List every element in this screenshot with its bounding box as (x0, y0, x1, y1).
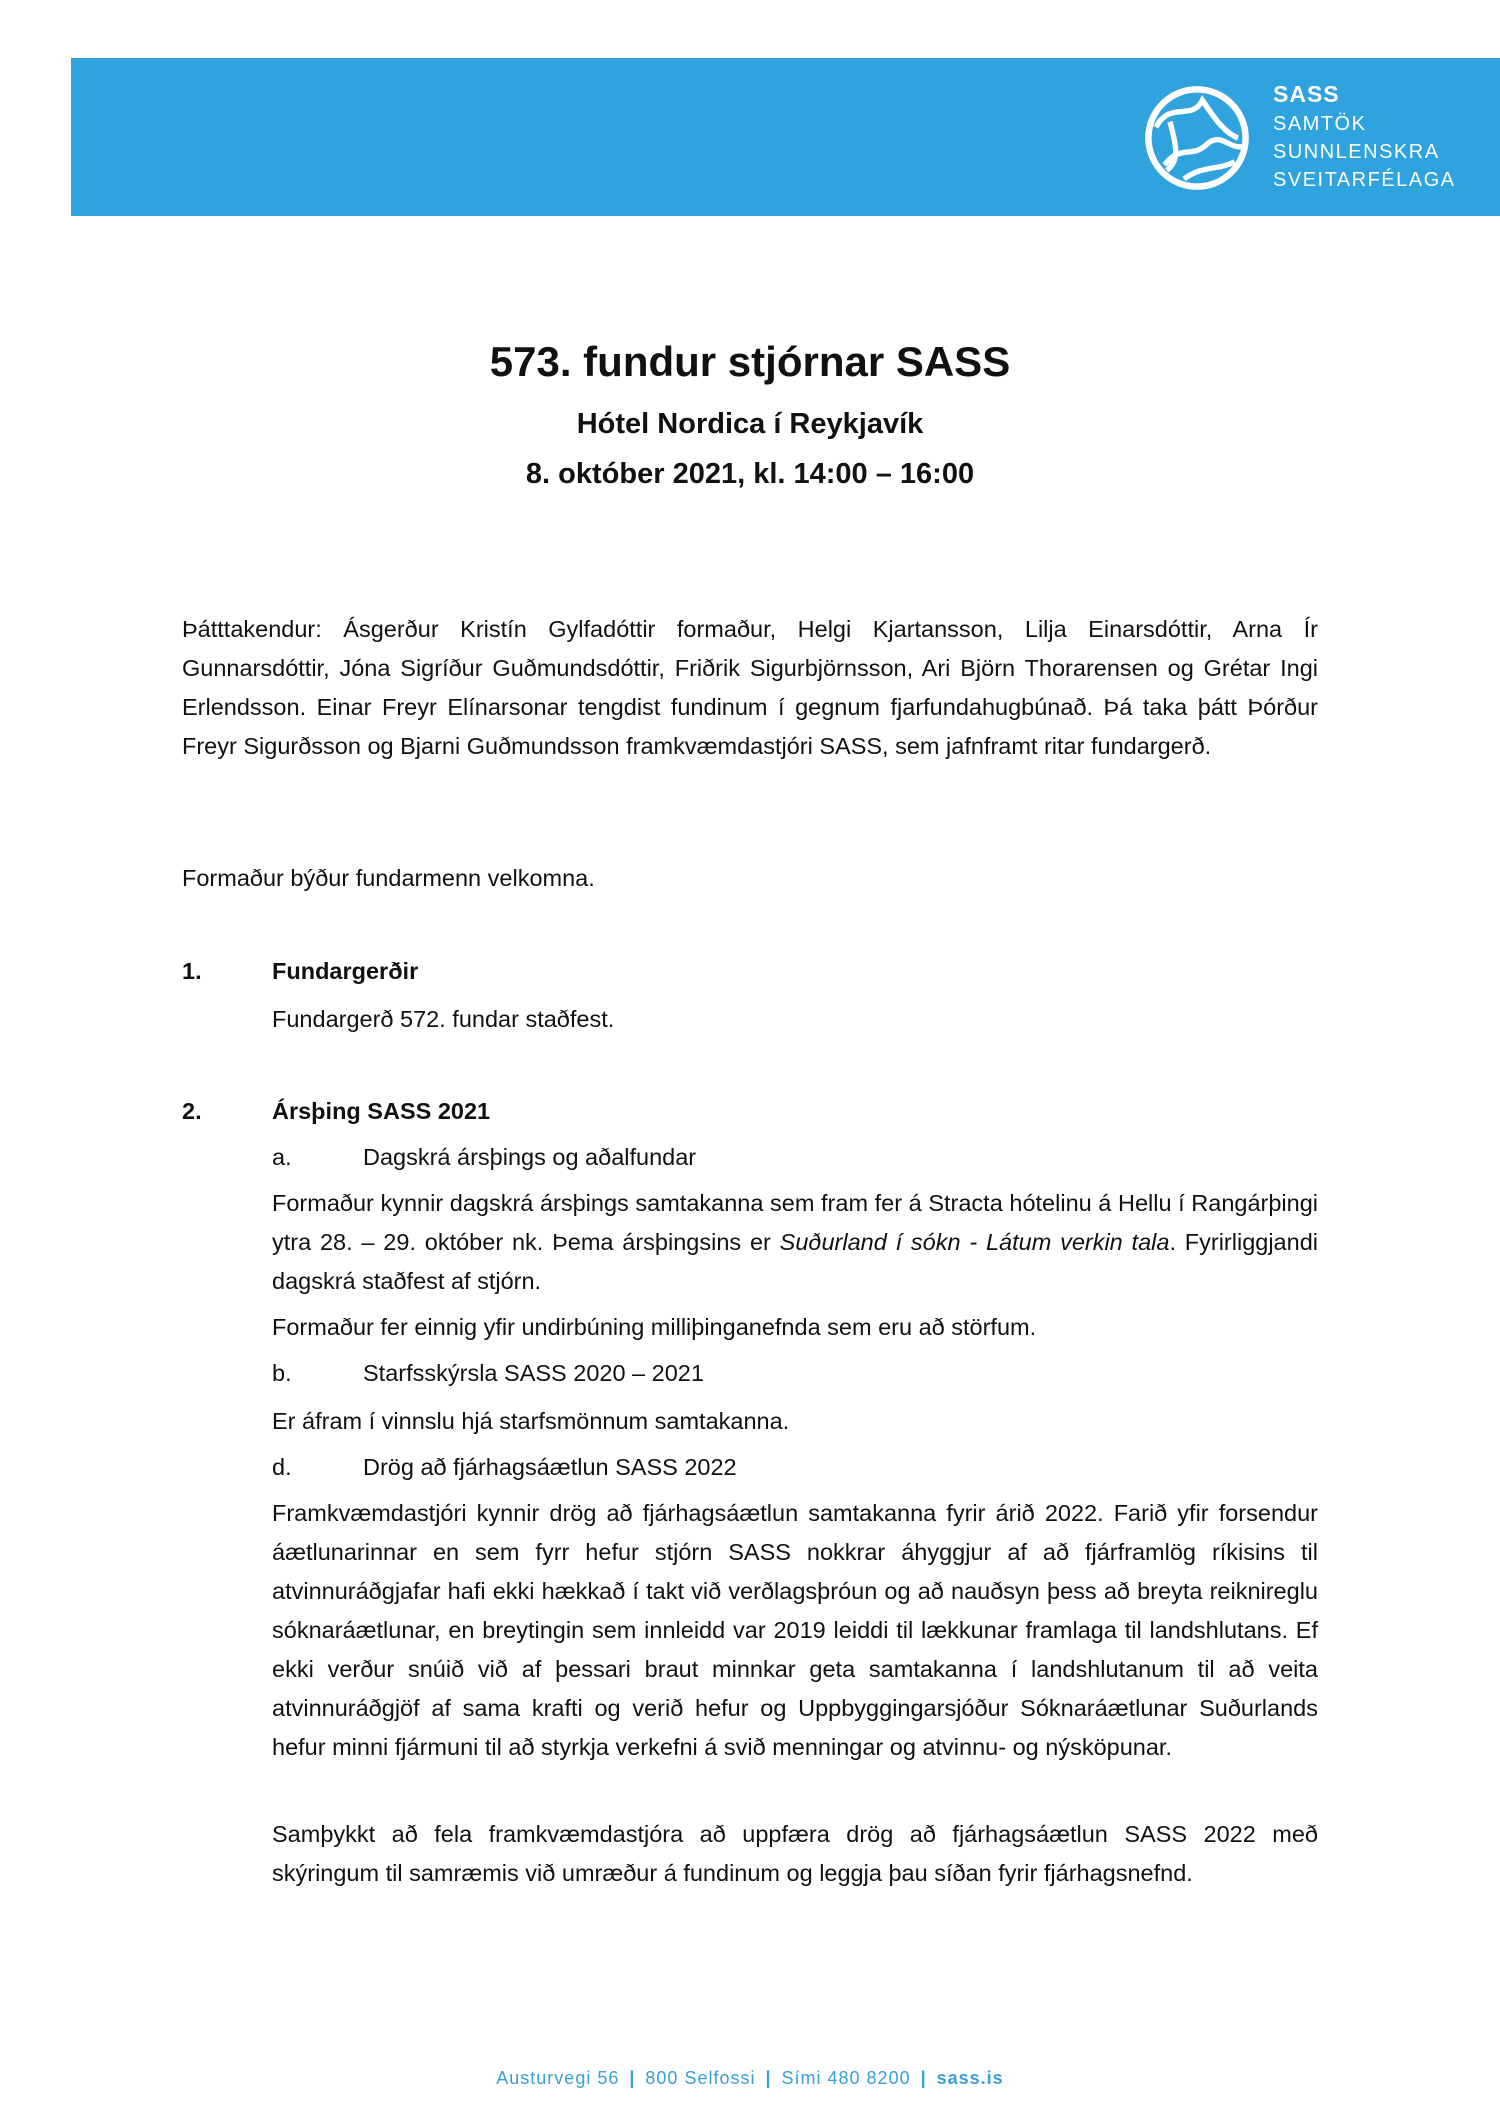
footer-city: 800 Selfossi (645, 2068, 756, 2088)
brand-text (1273, 80, 1456, 194)
text: . Fyrirliggjandi dagskrá staðfest af stjórn. (272, 1229, 1318, 1294)
sub-letter: b. (272, 1360, 292, 1386)
sub-letter: d. (272, 1454, 292, 1480)
item-text: Fundargerð 572. fundar staðfest. (272, 1006, 615, 1032)
page-title: 573. fundur stjórnar SASS (489, 338, 1011, 385)
sub-title: Drög að fjárhagsáætlun SASS 2022 (363, 1454, 737, 1480)
sub-title: Dagskrá ársþings og aðalfundar (363, 1144, 697, 1170)
brand-line: SUNNLENSKRA (1273, 141, 1440, 163)
sass-logo-icon (1143, 84, 1251, 192)
theme-text: Suðurland í sókn - Látum verkin tala (779, 1229, 1170, 1255)
footer-address: Austurvegi 56 (496, 2068, 620, 2088)
text: Formaður kynnir dagskrá ársþings samtakanna sem fram fer á Stracta hótelinu á Hellu í Rangárþingi ytra 28. – 29. október nk. Þema ársþingsins er (272, 1190, 1318, 1255)
sub-paragraph (272, 1184, 1318, 1301)
sub-paragraph: Framkvæmdastjóri kynnir drög að fjárhagsáætlun samtakanna fyrir árið 2022. Farið yfir forsendur áætlunarinnar en sem fyrr hefur stjórn SASS nokkrar áhyggjur af að fjárframlög ríkisins til atvinnuráðgjafar hafi ekki hækkað í takt við verðlagsþróun og að nauðsyn þess að breyta reiknireglu sóknaráætlunar, en breytingin sem innleidd var 2019 leiddi til lækkunar framlaga til landshlutans. Ef ekki verður snúið við af þessari braut minnkar geta samtakanna í landshlutanum til að veita atvinnuráðgjöf af sama krafti og verið hefur og Uppbyggingarsjóður Sóknaráætlunar Suðurlands hefur minni fjármuni til að styrkja verkefni á svið menningar og atvinnu- og nýsköpunar. (272, 1500, 1318, 1760)
footer: Austurvegi 56 | 800 Selfossi | Sími 480 8200 | sass.is (496, 2068, 1004, 2088)
item-title: Fundargerðir (272, 958, 419, 984)
brand-line: SVEITARFÉLAGA (1273, 169, 1456, 191)
brand-line: SAMTÖK (1273, 113, 1367, 135)
footer-website-link[interactable]: sass.is (936, 2068, 1004, 2088)
attendees-paragraph: Þátttakendur: Ásgerður Kristín Gylfadóttir formaður, Helgi Kjartansson, Lilja Einarsdóttir, Arna Ír Gunnarsdóttir, Jóna Sigríður Guðmundsdóttir, Friðrik Sigurbjörnsson, Ari Björn Thorarensen og Grétar Ingi Erlendsson. Einar Freyr Elínarsonar tengdist fundinum í gegnum fjarfundahugbúnað. Þá taka þátt Þórður Freyr Sigurðsson og Bjarni Guðmundsson framkvæmdastjóri SASS, sem jafnframt ritar fundargerð. (182, 616, 1318, 759)
sub-paragraph: Formaður fer einnig yfir undirbúning milliþinganefnda sem eru að störfum. (272, 1314, 1037, 1340)
sub-title: Starfsskýrsla SASS 2020 – 2021 (363, 1360, 704, 1386)
meeting-date: 8. október 2021, kl. 14:00 – 16:00 (525, 458, 975, 490)
brand-name: SASS (1273, 81, 1340, 107)
meeting-location: Hótel Nordica í Reykjavík (576, 408, 924, 440)
sub-paragraph: Er áfram í vinnslu hjá starfsmönnum samtakanna. (272, 1408, 790, 1434)
welcome-paragraph: Formaður býður fundarmenn velkomna. (182, 865, 595, 891)
footer-phone: Sími 480 8200 (781, 2068, 911, 2088)
sub-paragraph: Samþykkt að fela framkvæmdastjóra að uppfæra drög að fjárhagsáætlun SASS 2022 með skýringum til samræmis við umræður á fundinum og leggja þau síðan fyrir fjárhagsnefnd. (272, 1821, 1318, 1886)
item-number: 2. (182, 1098, 202, 1124)
item-title: Ársþing SASS 2021 (272, 1098, 491, 1124)
sub-letter: a. (272, 1144, 292, 1170)
item-number: 1. (182, 958, 202, 984)
